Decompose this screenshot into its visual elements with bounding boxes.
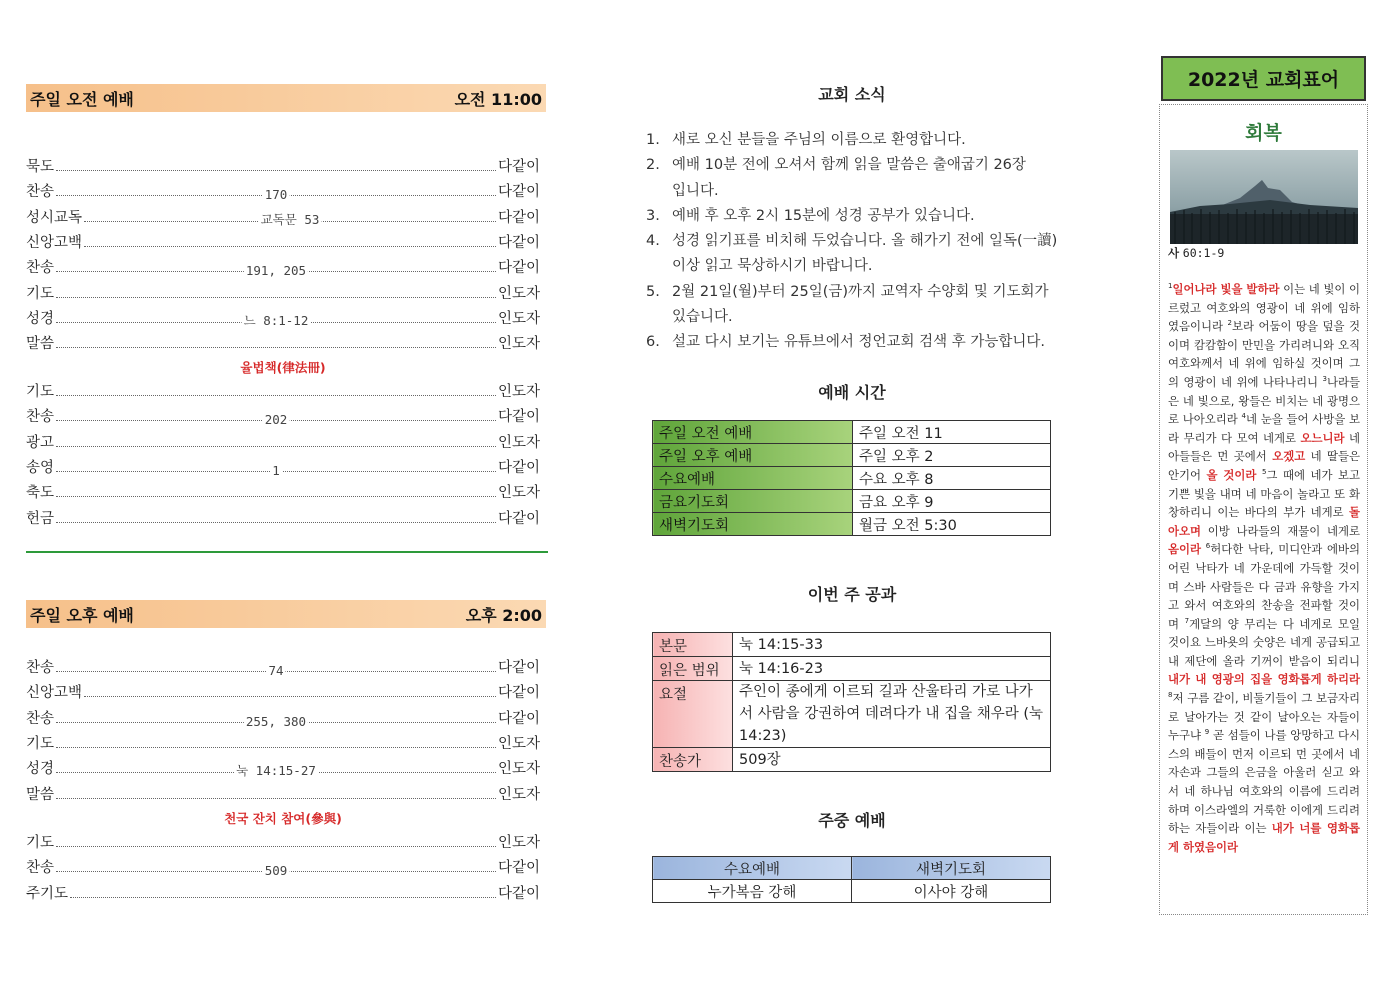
order-item-name: 찬송 xyxy=(26,860,55,877)
midweek-value-dawn: 이사야 강해 xyxy=(852,880,1051,903)
leader-dots xyxy=(56,846,496,847)
order-item-detail: 255, 380 xyxy=(245,713,307,729)
scripture-verse-range: 60:1-9 xyxy=(1182,246,1225,260)
order-item-name: 축도 xyxy=(26,485,55,502)
table-value: 눅 14:15-33 xyxy=(733,633,1051,657)
table-value: 주일 오전 11 xyxy=(853,421,1051,444)
leader-dots xyxy=(56,446,496,447)
order-item-role: 다같이 xyxy=(497,159,540,175)
verse-highlight: 내가 내 영광의 집을 영화롭게 하리라 xyxy=(1168,672,1360,687)
worship-time-row xyxy=(653,421,1051,444)
verse-number: 6 xyxy=(1205,542,1211,551)
order-item-name: 기도 xyxy=(26,384,55,400)
lesson-row xyxy=(653,748,1051,772)
table-key: 수요예배 xyxy=(653,467,853,490)
order-row xyxy=(26,154,540,176)
leader-dots xyxy=(56,263,496,279)
order-item-name: 묵도 xyxy=(26,159,55,175)
midweek-header-wed: 수요예배 xyxy=(653,857,852,880)
order-item-name: 기도 xyxy=(26,285,55,302)
news-text: 예배 10분 전에 오셔서 함께 읽을 말씀은 출애굽기 26장 xyxy=(672,157,1026,174)
verse-number: 9 xyxy=(1204,728,1210,737)
order-row xyxy=(26,404,540,426)
news-text: 예배 후 오후 2시 15분에 성경 공부가 있습니다. xyxy=(672,207,975,224)
order-item-detail: 눅 14:15-27 xyxy=(236,763,316,779)
verse-segment: 보라 어둠이 땅을 덮을 것이며 캄캄함이 만민을 가리려니와 오직 여호와께서 네 위에 임하실 것이며 그의 영광이 네 위에 나타나리니 xyxy=(1168,319,1360,389)
order-item-role: 인도자 xyxy=(497,761,540,778)
news-number: 3. xyxy=(646,207,660,224)
order-row xyxy=(26,255,540,277)
table-key: 읽은 범위 xyxy=(653,657,733,681)
news-item xyxy=(646,153,1096,204)
order-row xyxy=(26,179,540,201)
worship-time-row xyxy=(653,467,1051,490)
news-item xyxy=(646,128,1096,153)
order-row xyxy=(26,455,540,477)
order-row xyxy=(26,731,540,753)
table-key: 요절 xyxy=(653,681,733,748)
order-item-role: 다같이 xyxy=(497,184,540,201)
news-text: 2월 21일(월)부터 25일(금)까지 교역자 수양회 및 기도회가 xyxy=(672,283,1049,300)
order-item-role: 다같이 xyxy=(497,459,540,476)
verse-highlight: 내가 너를 영화롭게 하였음이라 xyxy=(1168,821,1360,854)
am-service-title: 주일 오전 예배 xyxy=(30,89,134,109)
order-item-detail: 170 xyxy=(264,187,288,203)
table-value: 주인이 종에게 이르되 길과 산울타리 가로 나가 서 사람을 강권하여 데려다가 내 집을 채우라 (눅 14:23) xyxy=(733,681,1051,748)
verse-highlight: 올 것이라 xyxy=(1206,467,1257,482)
news-number: 6. xyxy=(646,334,660,351)
news-item xyxy=(646,229,1096,280)
order-item-role: 인도자 xyxy=(497,310,540,327)
order-item-role: 다같이 xyxy=(497,234,540,251)
verse-highlight: 오느니라 xyxy=(1300,430,1345,445)
order-row xyxy=(26,830,540,852)
worship-times-title: 예배 시간 xyxy=(818,383,886,402)
order-row xyxy=(26,430,540,452)
order-item-detail: 느 8:1-12 xyxy=(243,312,309,328)
order-item-role: 인도자 xyxy=(497,485,540,502)
leader-dots xyxy=(56,312,496,328)
worship-time-row xyxy=(653,490,1051,513)
leader-dots xyxy=(56,170,496,171)
leader-dots xyxy=(56,395,496,396)
order-item-role: 다같이 xyxy=(497,885,540,902)
leader-dots xyxy=(56,347,496,348)
news-item xyxy=(646,204,1096,229)
worship-time-row xyxy=(653,513,1051,536)
news-text: 새로 오신 분들을 주님의 이름으로 환영합니다. xyxy=(672,132,966,148)
table-key: 금요기도회 xyxy=(653,490,853,513)
table-value: 월금 오전 5:30 xyxy=(853,513,1051,536)
table-key: 본문 xyxy=(653,633,733,657)
table-key: 주일 오전 예배 xyxy=(653,421,853,444)
leader-dots xyxy=(56,663,496,678)
order-row xyxy=(26,281,540,303)
order-row xyxy=(26,655,540,677)
lesson-row xyxy=(653,633,1051,657)
order-item-name: 기도 xyxy=(26,835,55,851)
order-item-role: 다같이 xyxy=(497,685,540,702)
motto-header: 2022년 교회표어 xyxy=(1161,56,1366,101)
order-row xyxy=(26,506,540,528)
verse-segment: 나라들은 네 빛으로, 왕들은 비치는 네 광명으로 나아오리라 xyxy=(1168,374,1360,427)
order-item-name: 찬송 xyxy=(26,660,55,676)
verse-highlight: 일어나라 빛을 발하라 xyxy=(1172,282,1280,296)
table-value: 눅 14:16-23 xyxy=(733,657,1051,681)
news-item xyxy=(646,280,1096,331)
order-item-role: 인도자 xyxy=(497,336,540,353)
am-sermon-title: 율법책(律法冊) xyxy=(240,360,326,375)
leader-dots xyxy=(56,496,496,497)
verse-number: 7 xyxy=(1184,616,1190,625)
table-value: 주일 오후 2 xyxy=(853,444,1051,467)
leader-dots xyxy=(56,763,496,779)
order-item-role: 다같이 xyxy=(497,510,540,527)
lesson-row xyxy=(653,681,1051,748)
order-row xyxy=(26,306,540,328)
order-row xyxy=(26,379,540,401)
order-row xyxy=(26,881,540,903)
table-key: 주일 오후 예배 xyxy=(653,444,853,467)
leader-dots xyxy=(56,863,496,879)
verse-segment: 곧 섬들이 나를 앙망하고 다시스의 배들이 먼저 이르되 먼 곳에서 네 자손과 그들의 은금을 아울러 싣고 와서 네 하나님 여호와의 이름에 드리려 하며 이스라엘의 거룩한 이에게 드리려 하는 자들이라 이는 xyxy=(1168,728,1360,836)
leader-dots xyxy=(56,297,496,298)
midweek-header-dawn: 새벽기도회 xyxy=(852,857,1051,880)
news-item xyxy=(646,330,1096,355)
midweek-value-wed: 누가복음 강해 xyxy=(653,880,852,903)
news-number: 1. xyxy=(646,132,660,148)
order-row xyxy=(26,331,540,353)
order-item-role: 다같이 xyxy=(497,209,540,226)
verse-number: 2 xyxy=(1227,319,1232,328)
verse-number: 8 xyxy=(1168,691,1173,700)
pm-service-time: 오후 2:00 xyxy=(465,605,542,625)
news-text-continued: 이상 읽고 묵상하시기 바랍니다. xyxy=(672,258,873,275)
table-value: 509장 xyxy=(733,748,1051,772)
verse-segment: 네 눈을 들어 사방을 보라 무리가 다 모여 네게로 xyxy=(1168,412,1360,445)
order-item-name: 주기도 xyxy=(26,885,69,902)
order-item-role: 인도자 xyxy=(497,735,540,752)
motto-word: 회복 xyxy=(1245,122,1282,144)
order-item-detail: 202 xyxy=(264,412,288,428)
verse-segment: 저 구름 같이, 비둘기들이 그 보금자리로 날아가는 것 같이 날아오는 자들이 누구냐 xyxy=(1168,691,1360,743)
pm-sermon-title: 천국 잔치 참여(參與) xyxy=(224,811,342,826)
order-item-role: 다같이 xyxy=(497,860,540,877)
verse-number: 5 xyxy=(1261,467,1267,476)
pm-service-title: 주일 오후 예배 xyxy=(30,605,134,625)
table-key: 찬송가 xyxy=(653,748,733,772)
leader-dots xyxy=(56,462,496,478)
news-text-continued: 입니다. xyxy=(672,182,719,199)
order-item-name: 성시교독 xyxy=(26,209,83,226)
pm-service-header xyxy=(26,600,546,628)
order-item-name: 말씀 xyxy=(26,336,55,353)
scripture-text xyxy=(1168,280,1360,856)
order-item-name: 찬송 xyxy=(26,409,55,426)
leader-dots xyxy=(56,187,496,203)
midweek-table xyxy=(652,856,1051,903)
order-item-name: 헌금 xyxy=(26,510,55,527)
verse-number: 3 xyxy=(1322,374,1327,383)
scripture-reference xyxy=(1168,245,1224,261)
order-item-name: 신앙고백 xyxy=(26,234,83,251)
order-item-role: 다같이 xyxy=(497,710,540,727)
am-service-time: 오전 11:00 xyxy=(454,89,542,109)
order-item-role: 인도자 xyxy=(497,835,540,851)
order-item-name: 찬송 xyxy=(26,260,55,277)
verse-segment: 네 아들들은 먼 곳에서 xyxy=(1168,430,1361,464)
order-item-name: 성경 xyxy=(26,761,55,778)
table-value: 수요 오후 8 xyxy=(853,467,1051,490)
order-item-detail: 191, 205 xyxy=(245,263,307,279)
scripture-book: 사 xyxy=(1168,246,1180,260)
table-value: 금요 오후 9 xyxy=(853,490,1051,513)
leader-dots xyxy=(84,696,496,697)
mountain-image xyxy=(1170,150,1358,244)
order-item-detail: 509 xyxy=(264,863,288,879)
order-row xyxy=(26,205,540,227)
verse-segment: 게달의 양 무리는 다 네게로 모일 것이요 느바욧의 숫양은 네게 공급되고 내 제단에 올라 기꺼이 받음이 되리니 xyxy=(1168,616,1361,668)
order-row xyxy=(26,230,540,252)
worship-times-table xyxy=(652,420,1051,536)
order-row xyxy=(26,782,540,804)
order-row xyxy=(26,706,540,728)
leader-dots xyxy=(56,522,496,523)
order-item-role: 다같이 xyxy=(497,409,540,426)
lesson-row xyxy=(653,657,1051,681)
order-item-name: 말씀 xyxy=(26,786,55,803)
order-item-name: 신앙고백 xyxy=(26,685,83,702)
worship-time-row xyxy=(653,444,1051,467)
order-row xyxy=(26,480,540,502)
section-divider xyxy=(26,551,548,553)
order-item-detail: 교독문 53 xyxy=(260,211,320,227)
order-row xyxy=(26,855,540,877)
news-number: 5. xyxy=(646,283,660,300)
am-service-header xyxy=(26,84,546,112)
order-item-name: 광고 xyxy=(26,434,55,451)
order-item-name: 기도 xyxy=(26,735,55,752)
table-key: 새벽기도회 xyxy=(653,513,853,536)
leader-dots xyxy=(56,412,496,428)
news-list xyxy=(646,128,1096,356)
order-item-name: 성경 xyxy=(26,310,55,327)
leader-dots xyxy=(84,211,496,227)
news-text: 설교 다시 보기는 유튜브에서 정언교회 검색 후 가능합니다. xyxy=(672,334,1046,351)
order-row xyxy=(26,680,540,702)
lesson-title: 이번 주 공과 xyxy=(807,585,897,604)
verse-segment: 이방 나라들의 재물이 네게로 xyxy=(1201,523,1360,538)
verse-highlight: 옴이라 xyxy=(1168,542,1202,557)
order-item-role: 다같이 xyxy=(497,260,540,277)
order-row xyxy=(26,756,540,778)
leader-dots xyxy=(56,713,496,729)
news-text-continued: 있습니다. xyxy=(672,309,733,326)
verse-number: 4 xyxy=(1241,412,1246,421)
leader-dots xyxy=(70,897,496,898)
verse-segment: 네 딸들은 안기어 xyxy=(1168,449,1360,482)
leader-dots xyxy=(56,798,496,799)
order-item-detail: 1 xyxy=(272,462,280,478)
order-item-name: 찬송 xyxy=(26,184,55,201)
news-text: 성경 읽기표를 비치해 두었습니다. 올 해가기 전에 일독(一讀) xyxy=(672,233,1058,250)
verse-highlight: 돌아오며 xyxy=(1168,505,1360,538)
order-item-role: 인도자 xyxy=(497,786,540,803)
order-item-role: 인도자 xyxy=(497,434,540,451)
news-title: 교회 소식 xyxy=(818,85,886,104)
order-item-name: 찬송 xyxy=(26,710,55,727)
order-item-detail: 74 xyxy=(268,663,284,678)
verse-segment: 그 때에 네가 보고 기쁜 빛을 내며 네 마음이 놀라고 또 화창하리니 이는 바다의 부가 네게로 xyxy=(1168,467,1361,520)
lesson-table xyxy=(652,632,1051,772)
verse-number: 1 xyxy=(1168,282,1173,290)
order-item-role: 인도자 xyxy=(497,384,540,400)
order-item-role: 인도자 xyxy=(497,285,540,302)
leader-dots xyxy=(56,747,496,748)
news-number: 2. xyxy=(646,157,660,174)
order-item-name: 송영 xyxy=(26,459,55,476)
news-number: 4. xyxy=(646,233,660,250)
verse-segment: 허다한 낙타, 미디안과 에바의 어린 낙타가 네 가운데에 가득할 것이며 스바 사람들은 다 금과 유향을 가지고 와서 여호와의 찬송을 전파할 것이며 xyxy=(1168,542,1360,631)
verse-highlight: 오겠고 xyxy=(1272,449,1306,464)
midweek-title: 주중 예배 xyxy=(818,811,886,830)
leader-dots xyxy=(84,246,496,247)
verse-segment: 이는 네 빛이 이르렀고 여호와의 영광이 네 위에 임하였음이니라 xyxy=(1168,282,1360,334)
order-item-role: 다같이 xyxy=(497,660,540,676)
